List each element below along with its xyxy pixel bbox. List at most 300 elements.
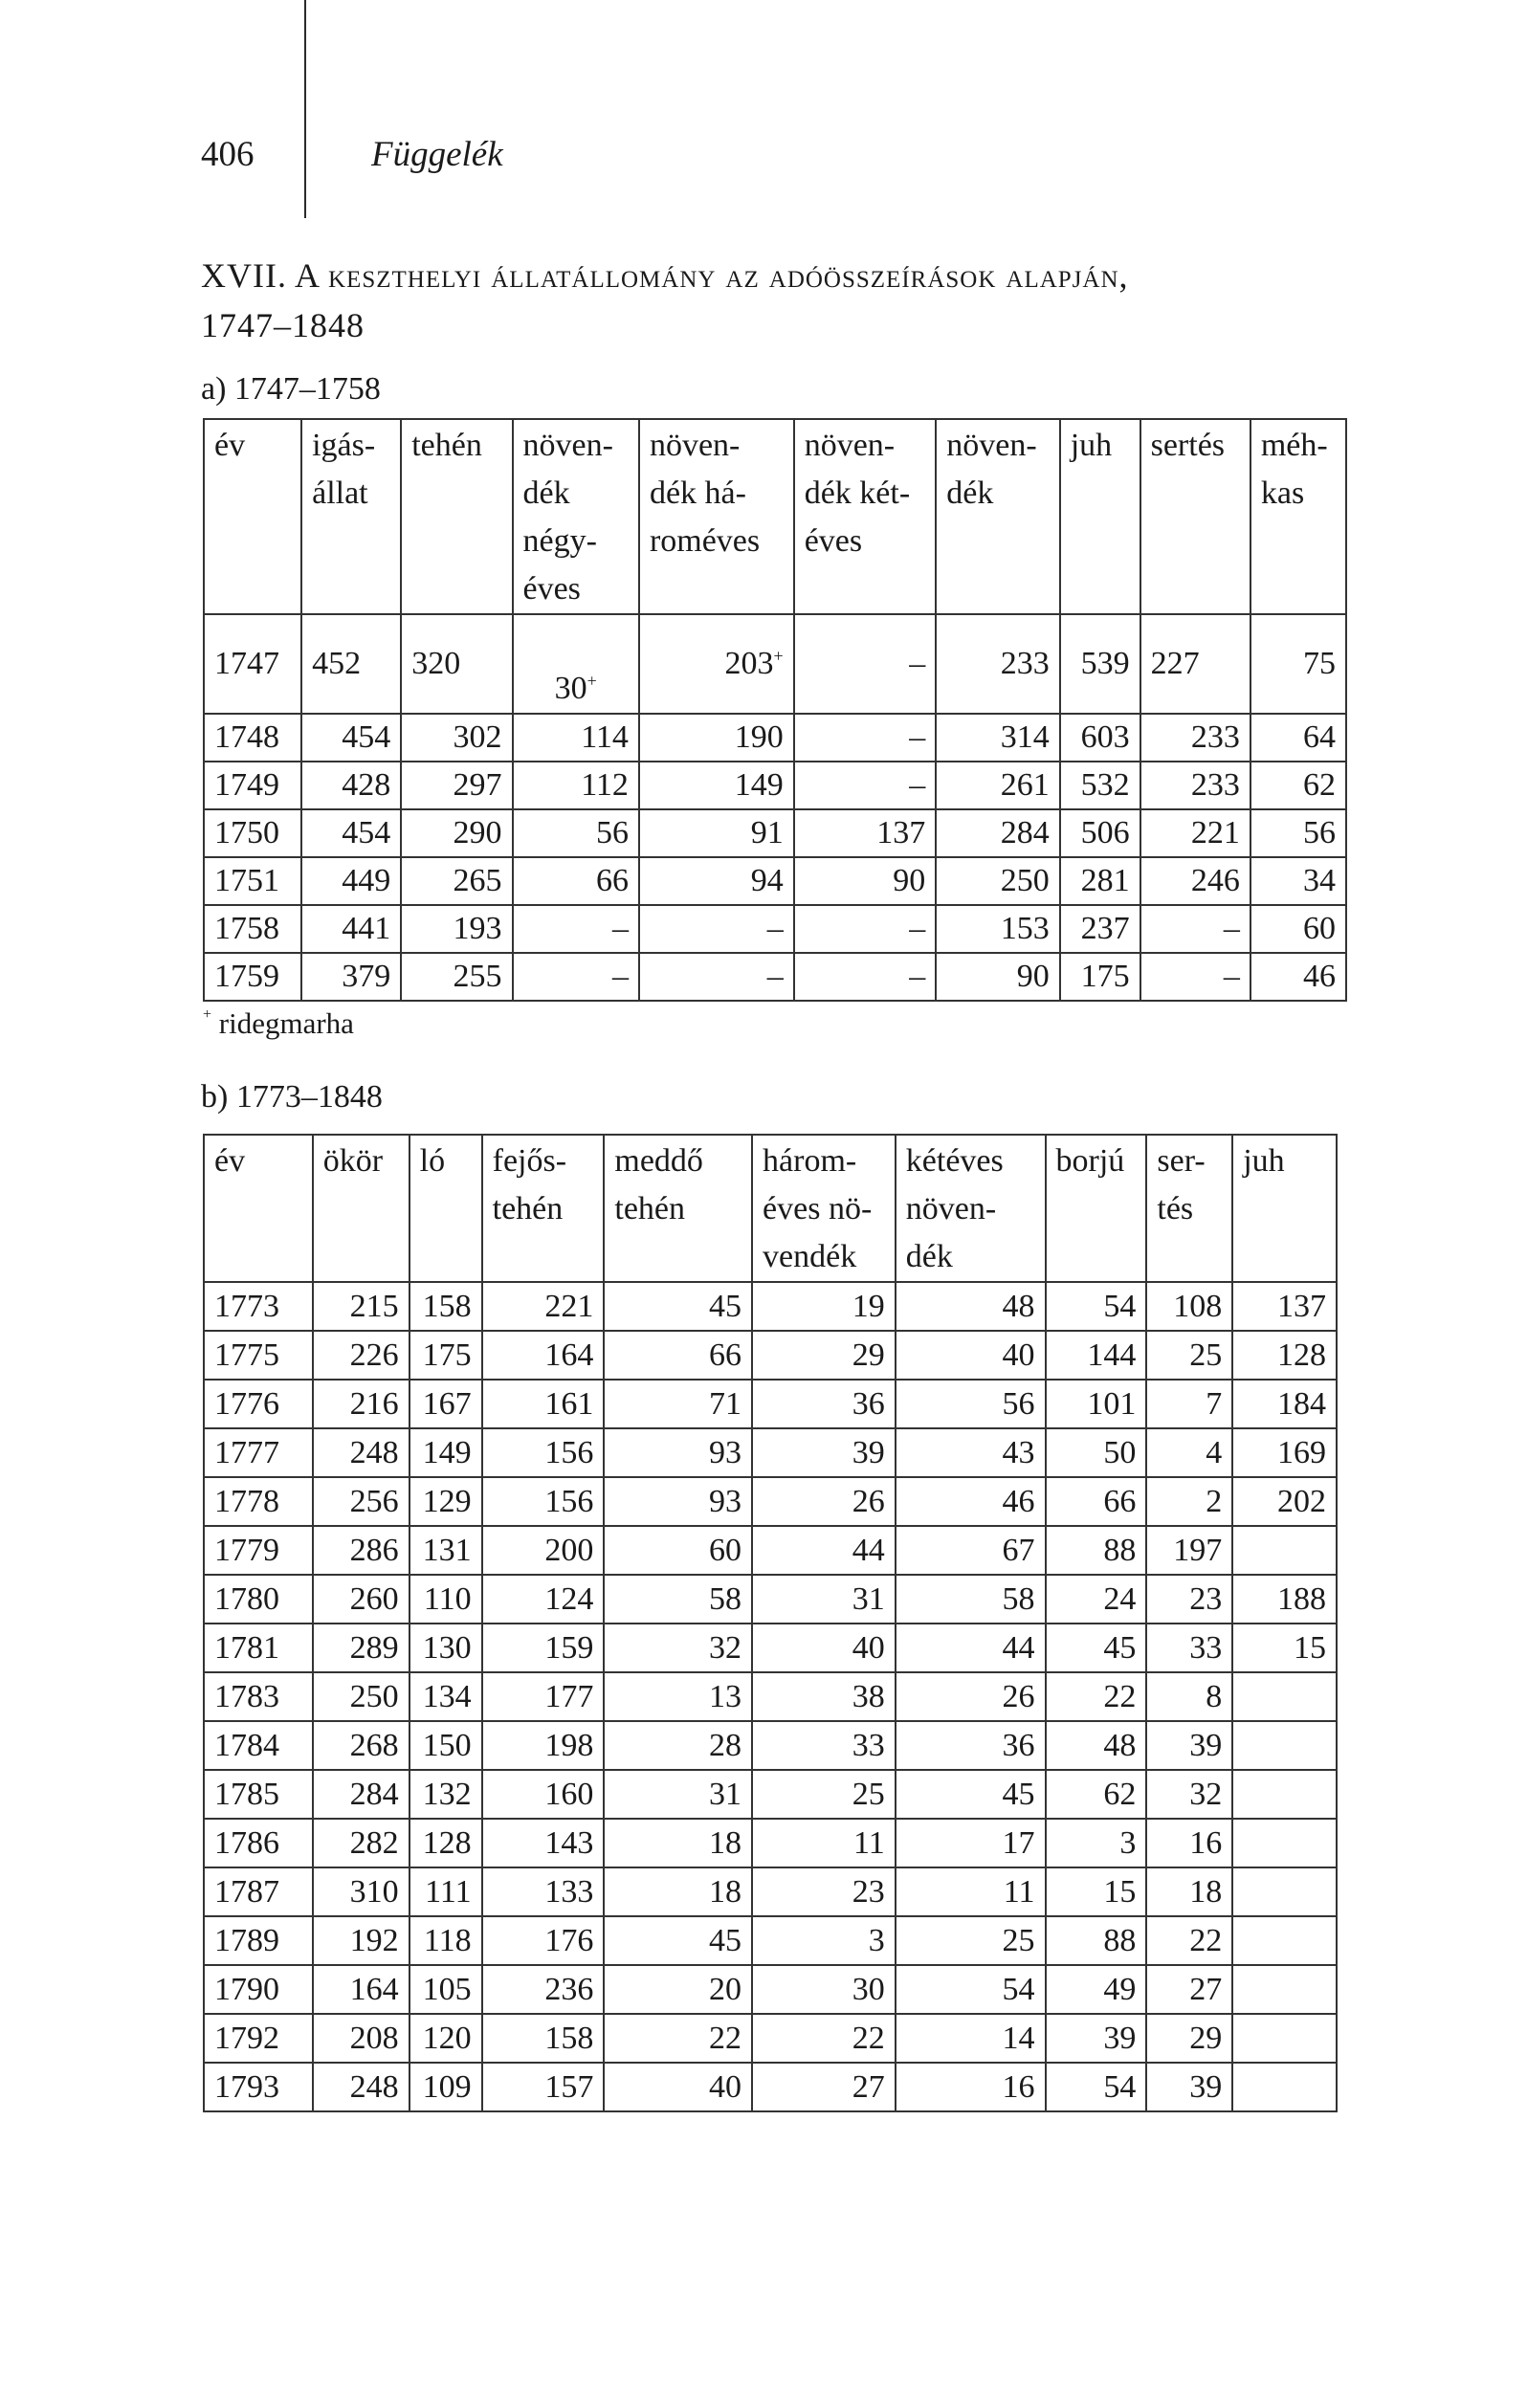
header-line: növen-: [804, 428, 896, 463]
table-row: [204, 614, 1346, 714]
cell: [1232, 2063, 1337, 2111]
header-line: roméves: [649, 523, 761, 559]
table-row: [204, 1575, 1337, 1624]
cell: 26: [896, 1672, 1046, 1721]
cell: 149: [409, 1428, 482, 1477]
cell: –: [513, 905, 639, 953]
table-row: [204, 2014, 1337, 2063]
cell: 90: [794, 857, 937, 905]
year-cell: 1777: [204, 1428, 313, 1477]
cell: 66: [1046, 1477, 1147, 1526]
cell: 124: [482, 1575, 605, 1624]
cell: 25: [896, 1916, 1046, 1965]
cell: 256: [313, 1477, 409, 1526]
cell: [1232, 1916, 1337, 1965]
year-cell: 1750: [204, 809, 301, 857]
cell: 197: [1146, 1526, 1232, 1575]
cell: 208: [313, 2014, 409, 2063]
header-rule: [304, 0, 306, 218]
cell: 22: [604, 2014, 752, 2063]
table-a-caption: a) 1747–1758: [201, 371, 381, 407]
cell: 14: [896, 2014, 1046, 2063]
cell: [1232, 1770, 1337, 1819]
cell: 39: [1146, 2063, 1232, 2111]
cell: 237: [1060, 905, 1140, 953]
section-title-line-2: 1747–1848: [201, 306, 365, 344]
cell: 314: [936, 714, 1059, 762]
cell: 15: [1232, 1624, 1337, 1672]
cell: 31: [604, 1770, 752, 1819]
year-cell: 1793: [204, 2063, 313, 2111]
table-row: [204, 1916, 1337, 1965]
footnote-mark: +: [586, 671, 597, 691]
header-line: év: [214, 1143, 246, 1179]
cell: 158: [409, 1282, 482, 1331]
cell: 310: [313, 1867, 409, 1916]
cell: 158: [482, 2014, 605, 2063]
table-row: [204, 1428, 1337, 1477]
table-b-caption: b) 1773–1848: [201, 1079, 383, 1115]
cell: 114: [513, 714, 639, 762]
cell: 13: [604, 1672, 752, 1721]
column-header: [1146, 1135, 1232, 1282]
cell: 164: [482, 1331, 605, 1380]
column-header: [204, 1135, 313, 1282]
cell: 268: [313, 1721, 409, 1770]
cell: 36: [752, 1380, 896, 1428]
header-line: sertés: [1150, 428, 1226, 463]
header-line: vendék: [763, 1239, 857, 1274]
cell: 452: [301, 614, 401, 714]
cell: 226: [313, 1331, 409, 1380]
cell: 88: [1046, 1916, 1147, 1965]
cell: 108: [1146, 1282, 1232, 1331]
cell: 144: [1046, 1331, 1147, 1380]
cell: 75: [1250, 614, 1346, 714]
cell: 32: [604, 1624, 752, 1672]
cell: 428: [301, 762, 401, 809]
cell: 143: [482, 1819, 605, 1867]
cell: 188: [1232, 1575, 1337, 1624]
table-row: [204, 1819, 1337, 1867]
header-line: tehén: [492, 1191, 564, 1226]
column-header: [752, 1135, 896, 1282]
header-line: év: [214, 428, 246, 463]
cell: 539: [1060, 614, 1140, 714]
cell: 11: [896, 1867, 1046, 1916]
cell: 64: [1250, 714, 1346, 762]
column-header: [204, 419, 301, 614]
cell: 40: [604, 2063, 752, 2111]
year-cell: 1775: [204, 1331, 313, 1380]
header-line: négy-: [522, 523, 597, 559]
cell: 129: [409, 1477, 482, 1526]
cell: 261: [936, 762, 1059, 809]
column-header: [313, 1135, 409, 1282]
cell: –: [794, 953, 937, 1001]
cell: 200: [482, 1526, 605, 1575]
cell: 454: [301, 809, 401, 857]
column-header: [409, 1135, 482, 1282]
cell: 4: [1146, 1428, 1232, 1477]
cell: 3: [752, 1916, 896, 1965]
cell: [1232, 2014, 1337, 2063]
cell: 44: [896, 1624, 1046, 1672]
table-row: [204, 1867, 1337, 1916]
cell: 19: [752, 1282, 896, 1331]
cell: 233: [1140, 762, 1250, 809]
cell: 91: [639, 809, 794, 857]
cell: 153: [936, 905, 1059, 953]
cell: 250: [313, 1672, 409, 1721]
cell: 18: [1146, 1867, 1232, 1916]
column-header: [936, 419, 1059, 614]
table-row: [204, 1770, 1337, 1819]
header-line: növen-: [946, 428, 1037, 463]
cell: 8: [1146, 1672, 1232, 1721]
cell: 161: [482, 1380, 605, 1428]
footnote-text: ridegmarha: [218, 1006, 354, 1040]
cell: 40: [896, 1331, 1046, 1380]
table-row: [204, 1331, 1337, 1380]
cell: 22: [1046, 1672, 1147, 1721]
header-line: tehén: [411, 428, 482, 463]
cell: 62: [1250, 762, 1346, 809]
cell: 250: [936, 857, 1059, 905]
cell: 16: [1146, 1819, 1232, 1867]
header-line: juh: [1070, 428, 1113, 463]
cell: 46: [1250, 953, 1346, 1001]
cell: 284: [936, 809, 1059, 857]
cell: 66: [513, 857, 639, 905]
cell: 56: [513, 809, 639, 857]
cell: 45: [604, 1282, 752, 1331]
cell: 7: [1146, 1380, 1232, 1428]
cell: 31: [752, 1575, 896, 1624]
cell: 441: [301, 905, 401, 953]
cell: 46: [896, 1477, 1046, 1526]
column-header: [1140, 419, 1250, 614]
cell: 27: [752, 2063, 896, 2111]
cell: 71: [604, 1380, 752, 1428]
cell: 118: [409, 1916, 482, 1965]
table-row: [204, 1526, 1337, 1575]
cell: 11: [752, 1819, 896, 1867]
cell: 192: [313, 1916, 409, 1965]
year-cell: 1773: [204, 1282, 313, 1331]
cell: 132: [409, 1770, 482, 1819]
cell: 22: [752, 2014, 896, 2063]
header-line: növen-: [649, 428, 741, 463]
cell: 233: [1140, 714, 1250, 762]
year-cell: 1785: [204, 1770, 313, 1819]
header-line: növen-: [522, 428, 613, 463]
cell: 16: [896, 2063, 1046, 2111]
cell: 56: [1250, 809, 1346, 857]
cell: 26: [752, 1477, 896, 1526]
cell: 20: [604, 1965, 752, 2014]
header-line: ser-: [1157, 1143, 1206, 1179]
cell: 215: [313, 1282, 409, 1331]
cell: 133: [482, 1867, 605, 1916]
cell: 227: [1140, 614, 1250, 714]
cell: 58: [896, 1575, 1046, 1624]
cell: 88: [1046, 1526, 1147, 1575]
table-row: [204, 1624, 1337, 1672]
year-cell: 1751: [204, 857, 301, 905]
cell: 25: [752, 1770, 896, 1819]
cell: 105: [409, 1965, 482, 2014]
cell: 290: [401, 809, 512, 857]
cell: 33: [752, 1721, 896, 1770]
header-line: éves: [522, 571, 581, 607]
header-line: kas: [1260, 475, 1305, 511]
cell: 34: [1250, 857, 1346, 905]
header-line: kétéves: [905, 1143, 1004, 1179]
cell: 221: [1140, 809, 1250, 857]
cell: 54: [896, 1965, 1046, 2014]
cell: 167: [409, 1380, 482, 1428]
table-b: [203, 1134, 1338, 2112]
cell: 159: [482, 1624, 605, 1672]
header-line: ökör: [322, 1143, 384, 1179]
cell: 302: [401, 714, 512, 762]
cell: –: [794, 714, 937, 762]
column-header: [1250, 419, 1346, 614]
cell: –: [794, 905, 937, 953]
cell: 169: [1232, 1428, 1337, 1477]
cell: 22: [1146, 1916, 1232, 1965]
header-line: borjú: [1055, 1143, 1125, 1179]
column-header: [794, 419, 937, 614]
cell: 248: [313, 1428, 409, 1477]
year-cell: 1778: [204, 1477, 313, 1526]
year-cell: 1787: [204, 1867, 313, 1916]
cell: 23: [752, 1867, 896, 1916]
cell: 137: [1232, 1282, 1337, 1331]
year-cell: 1780: [204, 1575, 313, 1624]
page-number: 406: [201, 135, 254, 174]
year-cell: 1779: [204, 1526, 313, 1575]
cell: 60: [604, 1526, 752, 1575]
cell: 149: [639, 762, 794, 809]
cell: 45: [604, 1916, 752, 1965]
cell-with-mark: [513, 614, 639, 714]
cell: 255: [401, 953, 512, 1001]
cell: 449: [301, 857, 401, 905]
cell: 216: [313, 1380, 409, 1428]
cell: [1232, 1721, 1337, 1770]
cell: 24: [1046, 1575, 1147, 1624]
cell: [1232, 1819, 1337, 1867]
table-row: [204, 762, 1346, 809]
year-cell: 1792: [204, 2014, 313, 2063]
cell: –: [1140, 953, 1250, 1001]
cell: 128: [1232, 1331, 1337, 1380]
cell: –: [1140, 905, 1250, 953]
cell: 379: [301, 953, 401, 1001]
cell: 43: [896, 1428, 1046, 1477]
cell: –: [513, 953, 639, 1001]
footnote-mark: +: [773, 646, 784, 666]
header-line: ló: [419, 1143, 446, 1179]
cell: 176: [482, 1916, 605, 1965]
cell: 28: [604, 1721, 752, 1770]
cell: [1232, 1965, 1337, 2014]
cell: 603: [1060, 714, 1140, 762]
column-header: [896, 1135, 1046, 1282]
column-header: [604, 1135, 752, 1282]
cell: 54: [1046, 2063, 1147, 2111]
table-row: [204, 1672, 1337, 1721]
cell: 39: [1046, 2014, 1147, 2063]
cell: 15: [1046, 1867, 1147, 1916]
header-line: dék há-: [649, 475, 746, 511]
cell: 60: [1250, 905, 1346, 953]
cell: 320: [401, 614, 512, 714]
year-cell: 1759: [204, 953, 301, 1001]
header-line: éves: [804, 523, 863, 559]
cell: 111: [409, 1867, 482, 1916]
header-line: dék két-: [804, 475, 911, 511]
cell: 184: [1232, 1380, 1337, 1428]
cell: 90: [936, 953, 1059, 1001]
table-row: [204, 953, 1346, 1001]
cell: 27: [1146, 1965, 1232, 2014]
column-header: [1046, 1135, 1147, 1282]
column-header: [639, 419, 794, 614]
cell: –: [794, 614, 937, 714]
column-header: [401, 419, 512, 614]
cell: 198: [482, 1721, 605, 1770]
cell: 246: [1140, 857, 1250, 905]
cell: 48: [1046, 1721, 1147, 1770]
cell: 48: [896, 1282, 1046, 1331]
header-line: juh: [1243, 1143, 1285, 1179]
table-row: [204, 1477, 1337, 1526]
cell: 128: [409, 1819, 482, 1867]
cell: 17: [896, 1819, 1046, 1867]
cell: 101: [1046, 1380, 1147, 1428]
cell: 56: [896, 1380, 1046, 1428]
cell: 25: [1146, 1331, 1232, 1380]
cell: 18: [604, 1867, 752, 1916]
cell: 120: [409, 2014, 482, 2063]
cell: 282: [313, 1819, 409, 1867]
cell: 532: [1060, 762, 1140, 809]
cell: 177: [482, 1672, 605, 1721]
cell: 33: [1146, 1624, 1232, 1672]
year-cell: 1776: [204, 1380, 313, 1428]
column-header: [1232, 1135, 1337, 1282]
cell: 506: [1060, 809, 1140, 857]
cell: [1232, 1672, 1337, 1721]
year-cell: 1783: [204, 1672, 313, 1721]
cell: 289: [313, 1624, 409, 1672]
cell: 221: [482, 1282, 605, 1331]
running-head: Függelék: [371, 135, 503, 174]
cell: 30: [752, 1965, 896, 2014]
header-line: dék: [905, 1239, 953, 1274]
cell: 40: [752, 1624, 896, 1672]
year-cell: 1748: [204, 714, 301, 762]
header-line: dék: [522, 475, 570, 511]
cell: 202: [1232, 1477, 1337, 1526]
cell: 109: [409, 2063, 482, 2111]
cell: 39: [752, 1428, 896, 1477]
cell-value: 203: [724, 646, 774, 681]
cell: 93: [604, 1477, 752, 1526]
cell: 54: [1046, 1282, 1147, 1331]
cell: 160: [482, 1770, 605, 1819]
section-title-line-1: XVII. A keszthelyi állatállomány az adóösszeírások alapján,: [201, 256, 1129, 295]
cell: 23: [1146, 1575, 1232, 1624]
cell: 38: [752, 1672, 896, 1721]
column-header: [301, 419, 401, 614]
year-cell: 1758: [204, 905, 301, 953]
cell: 112: [513, 762, 639, 809]
cell: 265: [401, 857, 512, 905]
cell: 130: [409, 1624, 482, 1672]
section-title: [201, 251, 1129, 350]
table-row: [204, 714, 1346, 762]
cell: 260: [313, 1575, 409, 1624]
cell: 62: [1046, 1770, 1147, 1819]
cell: 93: [604, 1428, 752, 1477]
cell: 190: [639, 714, 794, 762]
header-line: három-: [763, 1143, 857, 1179]
cell: 150: [409, 1721, 482, 1770]
cell: 157: [482, 2063, 605, 2111]
header-line: igás-: [312, 428, 376, 463]
cell: [1232, 1867, 1337, 1916]
cell: [1232, 1526, 1337, 1575]
cell: 29: [1146, 2014, 1232, 2063]
cell: 454: [301, 714, 401, 762]
cell: 110: [409, 1575, 482, 1624]
cell: 36: [896, 1721, 1046, 1770]
table-row: [204, 1721, 1337, 1770]
table-row: [204, 857, 1346, 905]
cell: 164: [313, 1965, 409, 2014]
year-cell: 1790: [204, 1965, 313, 2014]
table-row: [204, 2063, 1337, 2111]
cell: 32: [1146, 1770, 1232, 1819]
header-line: állat: [312, 475, 368, 511]
cell: 2: [1146, 1477, 1232, 1526]
cell: 156: [482, 1428, 605, 1477]
year-cell: 1789: [204, 1916, 313, 1965]
cell: 286: [313, 1526, 409, 1575]
table-row: [204, 905, 1346, 953]
table-a-header-row: [204, 419, 1346, 614]
cell: 175: [409, 1331, 482, 1380]
column-header: [1060, 419, 1140, 614]
footnote-mark: +: [203, 1005, 212, 1023]
header-line: dék: [946, 475, 994, 511]
table-row: [204, 1965, 1337, 2014]
header-line: növen-: [905, 1191, 997, 1226]
year-cell: 1786: [204, 1819, 313, 1867]
cell: 156: [482, 1477, 605, 1526]
column-header: [513, 419, 639, 614]
cell: 175: [1060, 953, 1140, 1001]
cell-value: 30: [554, 671, 587, 706]
cell: 67: [896, 1526, 1046, 1575]
table-row: [204, 1282, 1337, 1331]
cell: 18: [604, 1819, 752, 1867]
cell: –: [639, 905, 794, 953]
